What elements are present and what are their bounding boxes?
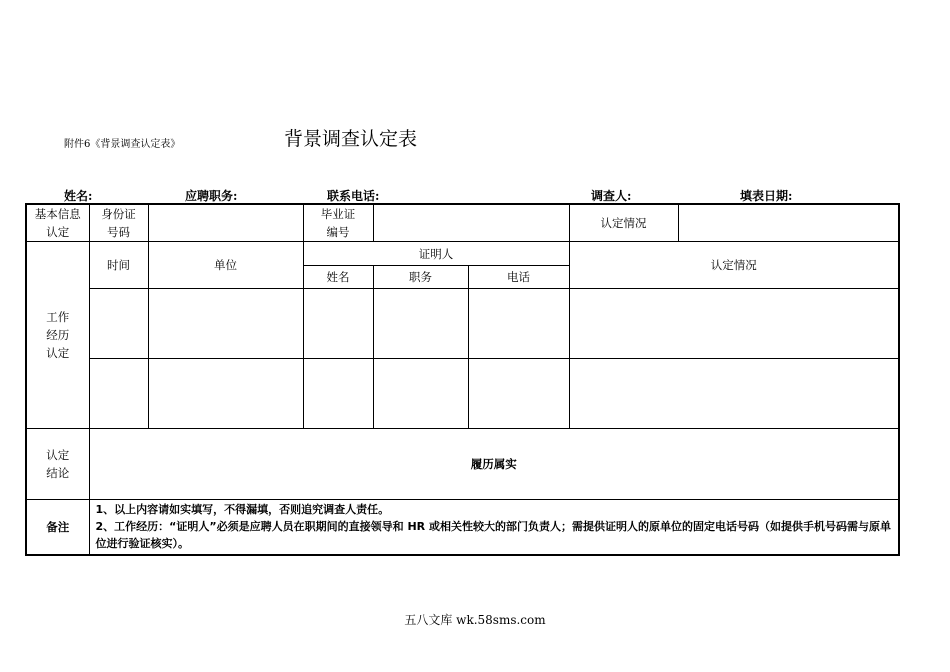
remarks-label: 备注: [26, 500, 89, 555]
work-history-label: 工作经历认定: [26, 242, 89, 429]
work-unit-cell[interactable]: [148, 359, 303, 429]
witness-name-cell[interactable]: [303, 359, 373, 429]
basic-status-label: 认定情况: [569, 204, 678, 242]
remarks-line-1: 1、以上内容请如实填写，不得漏填，否则追究调查人责任。: [95, 503, 390, 517]
witness-name-cell[interactable]: [303, 289, 373, 359]
witness-phone-header: 电话: [468, 266, 569, 289]
attachment-label: 附件6《背景调查认定表》: [64, 139, 181, 150]
date-label: 填表日期:: [740, 189, 793, 203]
diploma-value[interactable]: [373, 204, 569, 242]
work-unit-header: 单位: [148, 242, 303, 289]
witness-phone-cell[interactable]: [468, 359, 569, 429]
work-header-row: [26, 242, 899, 266]
id-card-value[interactable]: [148, 204, 303, 242]
witness-title-header: 职务: [373, 266, 468, 289]
work-status-cell[interactable]: [569, 289, 899, 359]
witness-title-cell[interactable]: [373, 359, 468, 429]
witness-title-cell[interactable]: [373, 289, 468, 359]
remarks-line-2: 2、工作经历：“证明人”必须是应聘人员在职期间的直接领导和 HR 或相关性较大的部门负责人；需提供证明人的原单位的固定电话号码（如提供手机号码需与原单位进行验证核实）。: [95, 520, 891, 551]
basic-info-row: [26, 204, 899, 242]
witness-phone-cell[interactable]: [468, 289, 569, 359]
witness-name-header: 姓名: [303, 266, 373, 289]
work-entry-row: [26, 359, 899, 429]
investigator-label: 调查人:: [591, 189, 632, 203]
work-status-header: 认定情况: [569, 242, 899, 289]
remarks-content: [89, 500, 899, 555]
phone-label: 联系电话:: [327, 189, 380, 203]
basic-info-label: 基本信息认定: [26, 204, 89, 242]
id-card-label: 身份证号码: [89, 204, 148, 242]
position-label: 应聘职务:: [185, 189, 238, 203]
remarks-row: [26, 500, 899, 555]
work-entry-row: [26, 289, 899, 359]
work-time-header: 时间: [89, 242, 148, 289]
work-status-cell[interactable]: [569, 359, 899, 429]
witness-header: 证明人: [303, 242, 569, 266]
work-unit-cell[interactable]: [148, 289, 303, 359]
conclusion-label: 认定结论: [26, 429, 89, 500]
conclusion-value: 履历属实: [89, 429, 899, 500]
work-time-cell[interactable]: [89, 289, 148, 359]
conclusion-row: [26, 429, 899, 500]
basic-status-value[interactable]: [678, 204, 899, 242]
footer-watermark: 五八文库 wk.58sms.com: [404, 613, 546, 627]
page-title: 背景调查认定表: [284, 128, 418, 150]
background-check-table: [25, 203, 900, 556]
diploma-label: 毕业证编号: [303, 204, 373, 242]
work-time-cell[interactable]: [89, 359, 148, 429]
name-label: 姓名:: [64, 189, 93, 203]
